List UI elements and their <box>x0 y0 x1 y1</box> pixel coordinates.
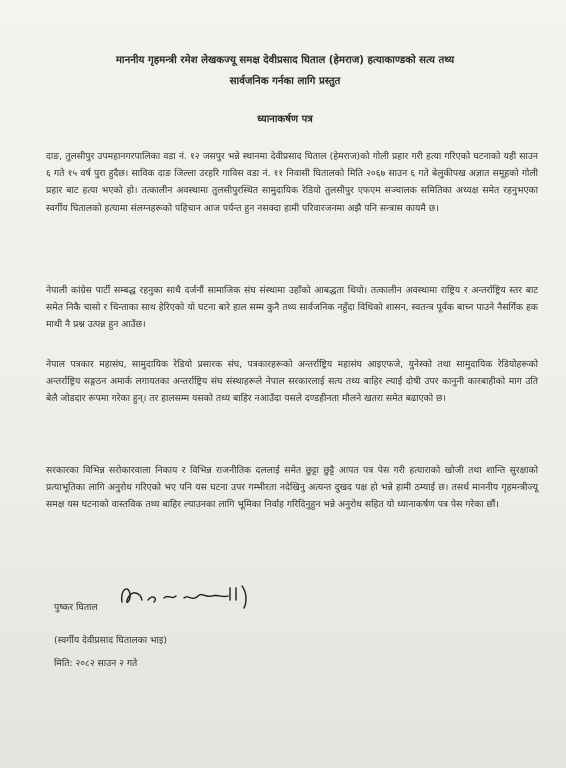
sender-name: पुष्कर घिताल <box>54 602 98 613</box>
paragraph-4: सरकारका विभिन्न सरोकारवाला निकाय र विभिन्न राजनीतिक दललाई समेत छुट्टा छुट्टै आपत पत्र पेस गरी हत्याराको खोजी तथा शान्ति सुरक्षाको प्रत्याभूतिका लागि अनुरोध गरिएको भए पनि यस घटना उपर गम्भीरता नदेखिनु अत्यन्त दुखद पक्ष हो भन्ने हामी ठम्याई छ। तसर्थ माननीय गृहमन्त्रीज्यू समक्ष यस घटनाको वास्तविक तथ्य बाहिर ल्याउनका लागि भूमिका निर्वाह गरिदिनुहुन भन्ने अनुरोध सहित यो ध्यानाकर्षण पत्र पेस गरेका छौं। <box>46 465 538 511</box>
heading-line-2: सार्वजनिक गर्नका लागि प्रस्तुत <box>229 76 341 87</box>
paragraph-2: नेपाली कांग्रेस पार्टी सम्बद्ध रहनुका साथै दर्जनौं सामाजिक संघ संस्थामा उहाँको आबद्धता थियो। तत्कालीन अवस्थामा राष्ट्रिय र अन्तर्राष्ट्रिय स्तर बाट समेत निकै चासो र चिन्ताका साथ हेरिएको यो घटना बारे हाल सम्म कुनै तथ्य सार्वजनिक नहुँदा विधिको शासन, स्वतन्त्र पूर्वक बाच्न पाउने नैसर्गिक हक माथी नै प्रश्न उत्पन्न हुन आउँछ। <box>46 285 538 331</box>
letter-date: मिति: २०८२ साउन २ गते <box>54 658 138 669</box>
subject-title: ध्यानाकर्षण पत्र <box>257 114 313 125</box>
heading-line-1: माननीय गृहमन्त्री रमेश लेखकज्यू समक्ष देवीप्रसाद घिताल (हेमराज) हत्याकाण्डको सत्य तथ्य <box>115 55 455 66</box>
paragraph-3: नेपाल पत्रकार महासंघ, सामुदायिक रेडियो प्रसारक संघ, पत्रकारहरूको अन्तर्राष्ट्रिय महासंघ आइएफजे, युनेस्को तथा सामुदायिक रेडियोहरूको अन्तर्राष्ट्रिय सङ्गठन अमार्क लगायतका अन्तर्राष्ट्रिय संघ संस्थाहरूले नेपाल सरकारलाई सत्य तथ्य बाहिर ल्याई दोषी उपर कानुनी कारबाहीको माग उति बेलै जोडदार रूपमा गरेका हुन्। तर हालसम्म यसको तथ्य बाहिर नआउँदा यसले दण्डहीनता मौलने खतरा समेत बढाएको छ। <box>46 359 538 405</box>
sender-relation: (स्वर्गीय देवीप्रसाद घितालका भाइ) <box>54 635 167 646</box>
handwritten-signature <box>118 576 268 616</box>
paragraph-1: दाङ, तुलसीपुर उपमहानगरपालिका वडा नं. १२ जसपुर भन्ने स्थानमा देवीप्रसाद घिताल (हेमराज)को गोली प्रहार गरी हत्या गरिएको घटनाको यही साउन ६ गते १५ वर्ष पुरा हुदैछ। साविक दाङ जिल्ला उरहरि गाविस वडा नं. ११ निवासी घितालको मिति २०६७ साउन ६ गते बेलुकीपख अज्ञात समूहको गोली प्रहार बाट हत्या भएको हो। तत्कालीन अवस्थामा तुलसीपुरस्थित सामुदायिक रेडियो तुलसीपुर एफएम सञ्चालक समितिका अध्यक्ष समेत रहनुभएका स्वर्गीय घितालको हत्यामा संलग्नहरूको पहिचान आज पर्यन्त हुन नसक्दा हामी परिवारजनमा अझै पनि सन्त्रास कायमै छ। <box>46 151 538 214</box>
